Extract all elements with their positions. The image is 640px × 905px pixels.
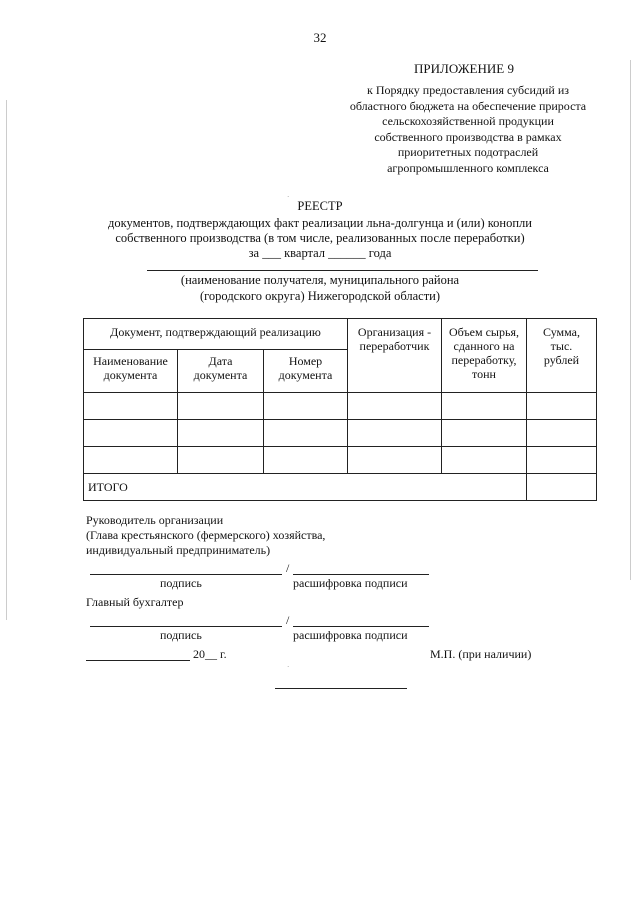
table-row (84, 393, 597, 420)
recipient-name-line (147, 270, 538, 271)
table-cell (442, 447, 527, 474)
table-cell (178, 420, 264, 447)
head-caption: индивидуальный предприниматель) (86, 543, 271, 557)
register-period: за ___ квартал ______ года (248, 246, 392, 260)
register-subtitle: документов, подтверждающих факт реализации льна-долгунца и (или) конопли (108, 216, 532, 230)
page-number: 32 (313, 30, 327, 45)
appendix-line: к Порядку предоставления субсидий из (367, 83, 569, 97)
head-caption: Руководитель организации (86, 513, 224, 527)
decode-line-head (293, 574, 429, 575)
appendix-line: сельскохозяйственной продукции (382, 114, 554, 128)
recipient-caption: (наименование получателя, муниципального района (180, 273, 460, 287)
signature-caption: подпись (160, 628, 202, 642)
signature-caption: подпись (160, 576, 202, 590)
table-cell (442, 393, 527, 420)
table-cell (84, 393, 178, 420)
signature-line-accountant (90, 626, 282, 627)
table-cell (178, 447, 264, 474)
decode-line-accountant (293, 626, 429, 627)
signature-slash: / (286, 561, 290, 575)
signature-line-head (90, 574, 282, 575)
header-sum: Сумма, тыс. рублей (527, 319, 597, 393)
table-cell (527, 420, 597, 447)
date-line (86, 660, 190, 661)
table-cell (348, 393, 442, 420)
header-volume: Объем сырья, сданного на переработку, тонн (442, 319, 527, 393)
scan-speck: · (287, 193, 290, 201)
decode-caption: расшифровка подписи (293, 576, 408, 590)
decode-caption: расшифровка подписи (293, 628, 408, 642)
table-cell (527, 393, 597, 420)
register-title: РЕЕСТР (297, 199, 343, 213)
recipient-caption: (городского округа) Нижегородской области) (199, 289, 441, 303)
appendix-line: приоритетных подотраслей (397, 145, 539, 159)
total-value-cell (527, 474, 597, 501)
header-document-name: Наименование документа (84, 350, 178, 393)
appendix-description (318, 83, 618, 176)
total-row (84, 474, 597, 501)
appendix-line: агропромышленного комплекса (387, 160, 549, 175)
table-cell (264, 393, 348, 420)
table-row (84, 447, 597, 474)
table-cell (348, 420, 442, 447)
header-document-group: Документ, подтверждающий реализацию (84, 319, 348, 350)
table-cell (264, 420, 348, 447)
separator-line (275, 688, 407, 689)
appendix-title: ПРИЛОЖЕНИЕ 9 (414, 61, 514, 76)
table-cell (178, 393, 264, 420)
head-caption: (Глава крестьянского (фермерского) хозяйства, (86, 528, 326, 542)
table-cell (348, 447, 442, 474)
total-label: ИТОГО (84, 474, 527, 501)
header-document-date: Дата документа (178, 350, 264, 393)
appendix-line: областного бюджета на обеспечение прироста (349, 98, 587, 113)
table-cell (442, 420, 527, 447)
appendix-line: собственного производства в рамках (374, 129, 562, 144)
stamp-caption: М.П. (при наличии) (430, 647, 532, 661)
header-organization: Организация - переработчик (348, 319, 442, 393)
register-table (83, 318, 597, 501)
header-document-number: Номер документа (264, 350, 348, 393)
table-cell (527, 447, 597, 474)
table-cell (264, 447, 348, 474)
table-cell (84, 447, 178, 474)
table-cell (84, 420, 178, 447)
accountant-caption: Главный бухгалтер (86, 595, 184, 609)
page-edge-left (6, 100, 7, 620)
table-row (84, 420, 597, 447)
scan-speck: · (287, 663, 290, 671)
page-edge-right (630, 60, 631, 580)
date-year: 20__ г. (193, 647, 227, 661)
register-subtitle: собственного производства (в том числе, реализованных после переработки) (115, 231, 525, 245)
signature-slash: / (286, 613, 290, 627)
